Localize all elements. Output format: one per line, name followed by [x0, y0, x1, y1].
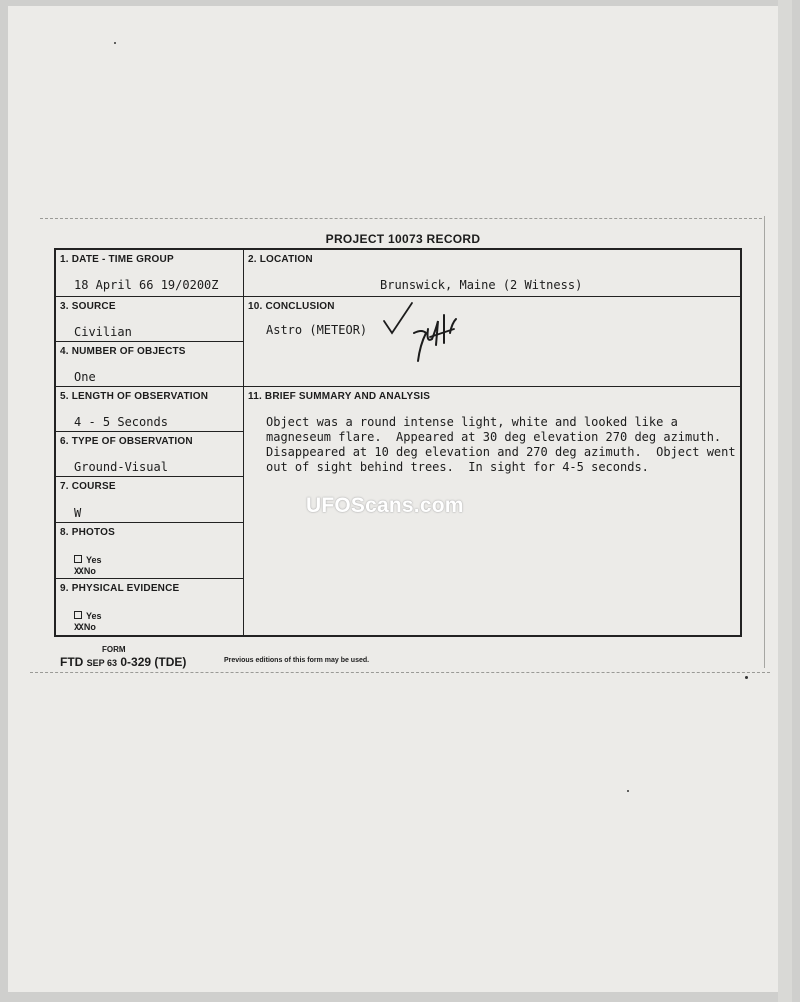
course-cell [56, 477, 244, 523]
watermark: UFOScans.com [306, 494, 464, 517]
footer-note: Previous editions of this form may be used. [224, 657, 370, 664]
photos-no-mark: XX [74, 567, 83, 577]
location-value: Brunswick, Maine (2 Witness) [380, 278, 583, 292]
scan-edge [778, 0, 792, 1002]
location-cell [244, 250, 740, 297]
summary-line: out of sight behind trees. In sight for 4-5 seconds. [266, 460, 649, 474]
location-label: 2. LOCATION [248, 254, 313, 265]
length-of-observation-cell [56, 387, 244, 432]
photos-yes-option [74, 555, 102, 566]
physical-evidence-no-label: No [83, 622, 96, 632]
conclusion-cell [244, 297, 740, 387]
form-title: PROJECT 10073 RECORD [325, 232, 481, 246]
source-value: Civilian [74, 325, 132, 339]
physical-evidence-no-mark: XX [74, 623, 83, 633]
summary-line: Object was a round intense light, white and looked like a [266, 415, 678, 429]
bottom-dashed-line [30, 672, 770, 673]
checkbox-empty-icon [74, 555, 82, 563]
physical-evidence-yes-label: Yes [86, 611, 102, 621]
photos-no-option [74, 566, 96, 578]
checkbox-empty-icon [74, 611, 82, 619]
length-of-observation-value: 4 - 5 Seconds [74, 415, 168, 429]
source-cell [56, 297, 244, 342]
type-of-observation-label: 6. TYPE OF OBSERVATION [60, 436, 193, 447]
length-of-observation-label: 5. LENGTH OF OBSERVATION [60, 391, 209, 402]
photos-label: 8. PHOTOS [60, 527, 115, 538]
footer-form-number: 0-329 (TDE) [120, 655, 187, 669]
footer-prefix: FTD [60, 655, 84, 669]
course-value: W [74, 506, 82, 520]
record-form [54, 248, 742, 637]
footer-form-word: FORM [102, 645, 126, 654]
scan-speck [745, 676, 748, 679]
physical-evidence-yes-option [74, 611, 102, 622]
summary-text [266, 415, 756, 475]
date-time-value: 18 April 66 19/0200Z [74, 278, 219, 292]
scan-speck [627, 790, 629, 792]
course-label: 7. COURSE [60, 481, 116, 492]
photos-no-label: No [83, 566, 96, 576]
conclusion-label: 10. CONCLUSION [248, 301, 335, 312]
footer-date-code: SEP 63 [86, 658, 118, 668]
physical-evidence-no-option [74, 622, 96, 634]
physical-evidence-label: 9. PHYSICAL EVIDENCE [60, 583, 180, 594]
conclusion-value: Astro (METEOR) [266, 323, 368, 337]
right-edge-line [764, 216, 765, 668]
summary-line: Disappeared at 10 deg elevation and 270 deg azimuth. Object went [266, 445, 736, 459]
handwritten-checkmark-initials [378, 299, 468, 365]
number-of-objects-label: 4. NUMBER OF OBJECTS [60, 346, 186, 357]
photos-cell [56, 523, 244, 579]
number-of-objects-cell [56, 342, 244, 387]
source-label: 3. SOURCE [60, 301, 116, 312]
footer-form-id [60, 655, 186, 669]
scan-speck [114, 42, 116, 44]
photos-yes-label: Yes [86, 555, 102, 565]
date-time-cell [56, 250, 244, 297]
type-of-observation-cell [56, 432, 244, 477]
number-of-objects-value: One [74, 370, 96, 384]
type-of-observation-value: Ground-Visual [74, 460, 168, 474]
date-time-label: 1. DATE - TIME GROUP [60, 254, 174, 265]
top-dashed-line [40, 218, 762, 219]
summary-label: 11. BRIEF SUMMARY AND ANALYSIS [248, 391, 431, 402]
summary-line: magneseum flare. Appeared at 30 deg elevation 270 deg azimuth. [266, 430, 722, 444]
physical-evidence-cell [56, 579, 244, 635]
